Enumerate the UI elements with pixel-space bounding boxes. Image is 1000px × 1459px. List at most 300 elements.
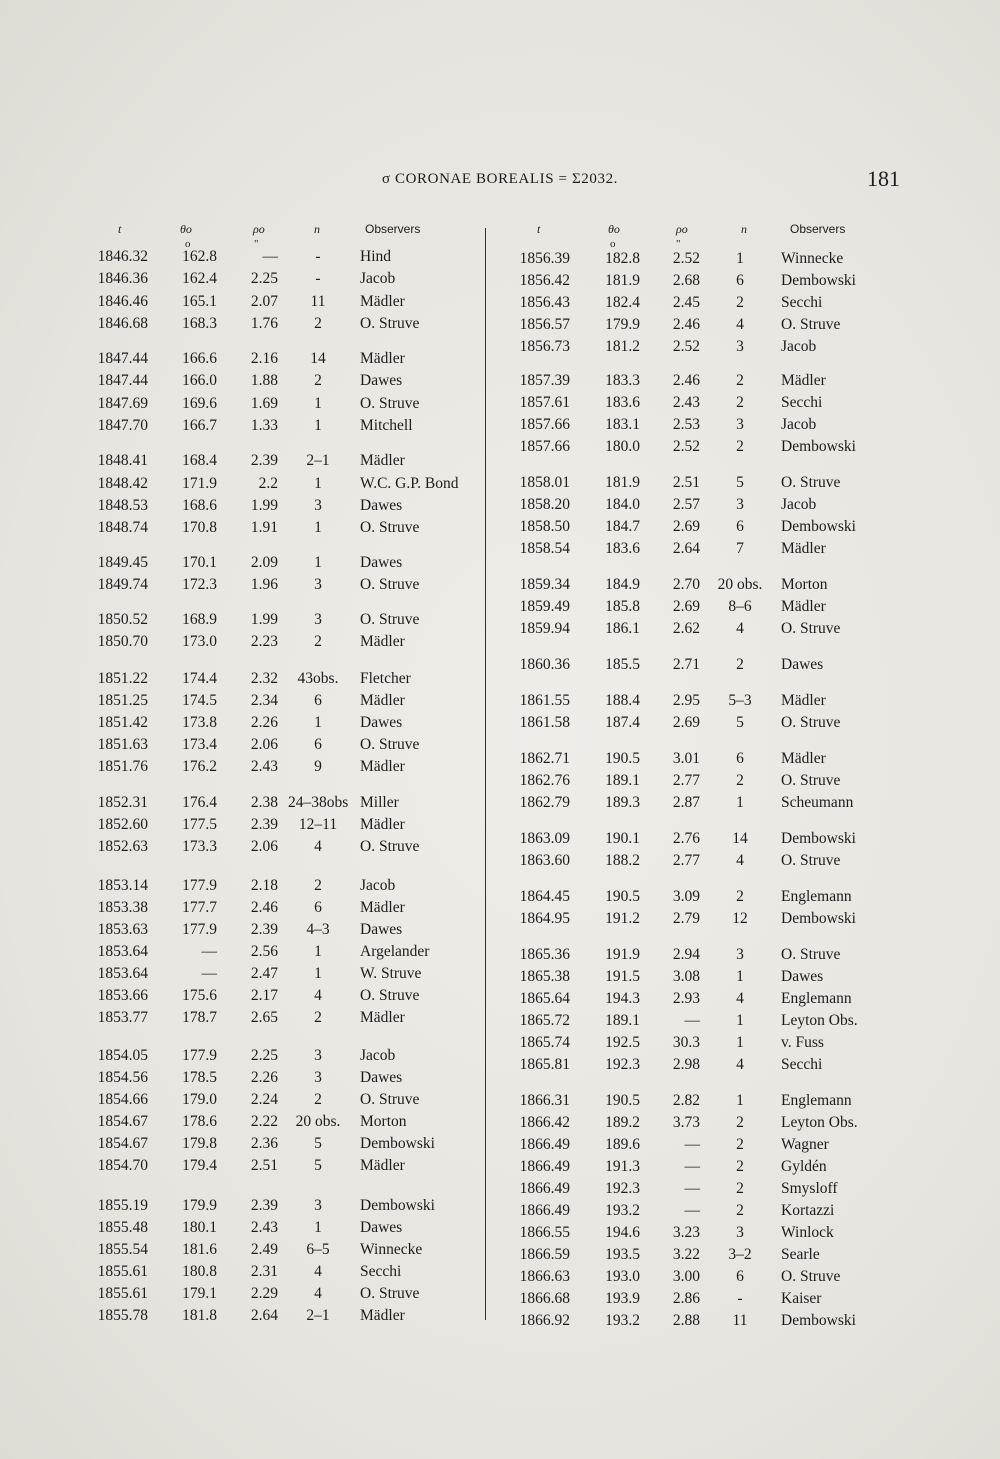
distance-cell: — (262, 248, 278, 265)
epoch-cell: 1863.09 (519, 830, 570, 847)
position-angle-cell: 181.6 (182, 1241, 217, 1258)
nights-cell: 3 (736, 496, 744, 513)
distance-cell: 2.39 (250, 816, 278, 833)
observer-cell: Dawes (781, 968, 824, 985)
position-angle-cell: 176.2 (182, 758, 217, 775)
position-angle-cell: 188.4 (605, 692, 640, 709)
nights-cell: 4 (314, 1263, 322, 1280)
header-observers: Observers (365, 222, 421, 236)
nights-cell: 6 (736, 1268, 744, 1285)
epoch-cell: 1854.70 (97, 1157, 148, 1174)
position-angle-cell: 173.0 (182, 633, 217, 650)
nights-cell: 2 (314, 372, 322, 389)
nights-cell: 3 (314, 1069, 322, 1086)
position-angle-cell: 179.9 (605, 316, 640, 333)
position-angle-cell: 170.8 (182, 519, 217, 536)
nights-cell: 1 (314, 417, 322, 434)
observer-cell: Leyton Obs. (781, 1012, 858, 1029)
observer-cell: O. Struve (781, 714, 841, 731)
nights-cell: 5 (736, 714, 744, 731)
nights-cell: 6 (314, 736, 322, 753)
observer-cell: Fletcher (360, 670, 411, 687)
position-angle-cell: 178.6 (182, 1113, 217, 1130)
observer-cell: Morton (360, 1113, 407, 1130)
nights-cell: 20 obs. (295, 1113, 341, 1130)
observer-cell: Morton (781, 576, 828, 593)
observer-cell: O. Struve (360, 838, 420, 855)
observer-cell: O. Struve (781, 1268, 841, 1285)
position-angle-cell: 192.3 (605, 1180, 640, 1197)
distance-cell: 2.06 (250, 736, 278, 753)
observer-cell: O. Struve (360, 987, 420, 1004)
epoch-cell: 1866.49 (519, 1180, 570, 1197)
page-number: 181 (867, 166, 900, 191)
position-angle-cell: 190.5 (605, 1092, 640, 1109)
nights-cell: 6 (736, 750, 744, 767)
epoch-cell: 1846.46 (97, 293, 148, 310)
position-angle-cell: 189.6 (605, 1136, 640, 1153)
observer-cell: Dembowski (360, 1197, 435, 1214)
observer-cell: Mädler (360, 452, 405, 469)
distance-cell: 2.76 (672, 830, 700, 847)
nights-cell: 4 (736, 852, 744, 869)
position-angle-cell: 184.0 (605, 496, 640, 513)
position-angle-cell: 162.8 (182, 248, 217, 265)
observer-cell: O. Struve (360, 1091, 420, 1108)
nights-cell: 3 (736, 1224, 744, 1241)
nights-cell: 5–3 (728, 692, 752, 709)
position-angle-cell: 193.0 (605, 1268, 640, 1285)
distance-cell: 2.38 (250, 794, 278, 811)
nights-cell: 8–6 (728, 598, 752, 615)
nights-cell: 3 (314, 497, 322, 514)
header-n: n (741, 222, 747, 236)
nights-cell: 2 (736, 772, 744, 789)
distance-cell: 2.98 (672, 1056, 700, 1073)
nights-cell: 11 (310, 293, 326, 310)
position-angle-cell: 173.3 (182, 838, 217, 855)
nights-cell: 2 (736, 394, 744, 411)
epoch-cell: 1856.73 (519, 338, 570, 355)
epoch-cell: 1847.70 (97, 417, 148, 434)
epoch-cell: 1863.60 (519, 852, 570, 869)
observer-cell: Winnecke (360, 1241, 423, 1258)
distance-cell: 2.64 (250, 1307, 278, 1324)
observer-cell: Mädler (360, 350, 405, 367)
observer-cell: Mädler (360, 758, 405, 775)
distance-cell: 2.07 (250, 293, 278, 310)
observer-cell: O. Struve (781, 946, 841, 963)
position-angle-cell: 179.8 (182, 1135, 217, 1152)
nights-cell: 2 (736, 372, 744, 389)
position-angle-cell: 170.1 (182, 554, 217, 571)
rho-unit: " (676, 238, 681, 250)
epoch-cell: 1865.74 (519, 1034, 570, 1051)
nights-cell: 11 (732, 1312, 748, 1329)
position-angle-cell: 194.3 (605, 990, 640, 1007)
nights-cell: 2 (736, 1202, 744, 1219)
epoch-cell: 1862.79 (519, 794, 570, 811)
position-angle-cell: 182.8 (605, 250, 640, 267)
nights-cell: 12 (732, 910, 748, 927)
nights-cell: 4 (314, 838, 322, 855)
nights-cell: 2 (314, 1009, 322, 1026)
nights-cell: 2 (314, 315, 322, 332)
nights-cell: 3–2 (728, 1246, 752, 1263)
position-angle-cell: 184.9 (605, 576, 640, 593)
distance-cell: 2.52 (672, 438, 700, 455)
position-angle-cell: 193.2 (605, 1312, 640, 1329)
epoch-cell: 1853.77 (97, 1009, 148, 1026)
distance-cell: 2.69 (672, 598, 700, 615)
position-angle-cell: 190.5 (605, 888, 640, 905)
observer-cell: Mädler (360, 293, 405, 310)
distance-cell: 2.77 (672, 772, 700, 789)
position-angle-cell: 166.6 (182, 350, 217, 367)
observer-cell: O. Struve (360, 1285, 420, 1302)
nights-cell: 14 (310, 350, 326, 367)
header-rho: ρo (676, 222, 688, 236)
distance-cell: 2.71 (672, 656, 700, 673)
page-title: σ CORONAE BOREALIS = Σ2032. (381, 171, 619, 187)
epoch-cell: 1858.20 (519, 496, 570, 513)
distance-cell: — (684, 1136, 700, 1153)
observer-cell: W.C. G.P. Bond (360, 475, 459, 492)
nights-cell: 1 (736, 968, 744, 985)
observer-cell: Kortazzi (781, 1202, 835, 1219)
epoch-cell: 1849.74 (97, 576, 148, 593)
distance-cell: 1.33 (250, 417, 278, 434)
position-angle-cell: 173.4 (182, 736, 217, 753)
epoch-cell: 1852.60 (97, 816, 148, 833)
epoch-cell: 1855.54 (97, 1241, 148, 1258)
distance-cell: 2.51 (672, 474, 700, 491)
nights-cell: 3 (736, 338, 744, 355)
observer-cell: Dembowski (360, 1135, 435, 1152)
epoch-cell: 1866.49 (519, 1158, 570, 1175)
distance-cell: 2.34 (250, 692, 278, 709)
observer-cell: O. Struve (781, 620, 841, 637)
epoch-cell: 1848.42 (97, 475, 148, 492)
nights-cell: 3 (314, 1047, 322, 1064)
distance-cell: 2.25 (250, 270, 278, 287)
distance-cell: — (684, 1202, 700, 1219)
position-angle-cell: 174.5 (182, 692, 217, 709)
nights-cell: 1 (314, 714, 322, 731)
position-angle-cell: 178.5 (182, 1069, 217, 1086)
epoch-cell: 1849.45 (97, 554, 148, 571)
nights-cell: 5 (314, 1157, 322, 1174)
epoch-cell: 1857.61 (519, 394, 570, 411)
nights-cell: 2 (736, 1158, 744, 1175)
nights-cell: 43obs. (297, 670, 339, 687)
position-angle-cell: 193.9 (605, 1290, 640, 1307)
epoch-cell: 1859.34 (519, 576, 570, 593)
header-n: n (314, 222, 320, 236)
distance-cell: 2.51 (250, 1157, 278, 1174)
position-angle-cell: 181.9 (605, 474, 640, 491)
distance-cell: 2.23 (250, 633, 278, 650)
position-angle-cell: 166.0 (182, 372, 217, 389)
nights-cell: 1 (314, 395, 322, 412)
position-angle-cell: 190.1 (605, 830, 640, 847)
position-angle-cell: 189.2 (605, 1114, 640, 1131)
epoch-cell: 1847.69 (97, 395, 148, 412)
epoch-cell: 1866.49 (519, 1202, 570, 1219)
observer-cell: O. Struve (781, 852, 841, 869)
distance-cell: 2.17 (250, 987, 278, 1004)
observer-cell: Jacob (360, 877, 396, 894)
nights-cell: 2 (736, 294, 744, 311)
position-angle-cell: 187.4 (605, 714, 640, 731)
epoch-cell: 1862.71 (519, 750, 570, 767)
observer-cell: Dawes (360, 714, 403, 731)
observer-cell: Dawes (360, 1219, 403, 1236)
epoch-cell: 1862.76 (519, 772, 570, 789)
epoch-cell: 1865.81 (519, 1056, 570, 1073)
distance-cell: 2.69 (672, 714, 700, 731)
distance-cell: 1.96 (250, 576, 278, 593)
distance-cell: 2.77 (672, 852, 700, 869)
distance-cell: 2.43 (250, 758, 278, 775)
distance-cell: 2.22 (250, 1113, 278, 1130)
epoch-cell: 1865.38 (519, 968, 570, 985)
distance-cell: 2.79 (672, 910, 700, 927)
distance-cell: 2.39 (250, 1197, 278, 1214)
nights-cell: 6 (736, 272, 744, 289)
nights-cell: 24–38obs (288, 794, 349, 811)
epoch-cell: 1855.61 (97, 1285, 148, 1302)
epoch-cell: 1854.66 (97, 1091, 148, 1108)
nights-cell: 4 (736, 316, 744, 333)
position-angle-cell: 179.1 (182, 1285, 217, 1302)
epoch-cell: 1854.67 (97, 1135, 148, 1152)
distance-cell: 2.45 (672, 294, 700, 311)
observer-cell: Dawes (360, 921, 403, 938)
position-angle-cell: 168.3 (182, 315, 217, 332)
nights-cell: 2 (736, 1136, 744, 1153)
nights-cell: 9 (314, 758, 322, 775)
epoch-cell: 1853.14 (97, 877, 148, 894)
epoch-cell: 1855.61 (97, 1263, 148, 1280)
position-angle-cell: 183.6 (605, 394, 640, 411)
position-angle-cell: 171.9 (182, 475, 217, 492)
distance-cell: 2.46 (250, 899, 278, 916)
observer-cell: Kaiser (781, 1290, 822, 1307)
distance-cell: — (684, 1012, 700, 1029)
observer-cell: Mädler (360, 692, 405, 709)
epoch-cell: 1851.76 (97, 758, 148, 775)
epoch-cell: 1851.25 (97, 692, 148, 709)
nights-cell: 14 (732, 830, 748, 847)
distance-cell: 2.43 (250, 1219, 278, 1236)
nights-cell: 1 (736, 250, 744, 267)
position-angle-cell: 166.7 (182, 417, 217, 434)
distance-cell: 2.46 (672, 316, 700, 333)
observer-cell: Argelander (360, 943, 430, 960)
distance-cell: 2.31 (250, 1263, 278, 1280)
position-angle-cell: 173.8 (182, 714, 217, 731)
observer-cell: O. Struve (360, 611, 420, 628)
epoch-cell: 1852.63 (97, 838, 148, 855)
observer-cell: Secchi (360, 1263, 402, 1280)
epoch-cell: 1866.42 (519, 1114, 570, 1131)
distance-cell: 2.29 (250, 1285, 278, 1302)
epoch-cell: 1856.42 (519, 272, 570, 289)
epoch-cell: 1848.74 (97, 519, 148, 536)
position-angle-cell: 191.2 (605, 910, 640, 927)
observer-cell: Secchi (781, 1056, 823, 1073)
observer-cell: Dembowski (781, 438, 856, 455)
distance-cell: 1.69 (250, 395, 278, 412)
header-rho: ρo (253, 222, 265, 236)
position-angle-cell: 183.6 (605, 540, 640, 557)
distance-cell: 1.99 (250, 611, 278, 628)
distance-cell: 3.22 (672, 1246, 700, 1263)
position-angle-cell: 179.9 (182, 1197, 217, 1214)
position-angle-cell: 189.3 (605, 794, 640, 811)
observer-cell: Leyton Obs. (781, 1114, 858, 1131)
distance-cell: 1.99 (250, 497, 278, 514)
epoch-cell: 1854.05 (97, 1047, 148, 1064)
epoch-cell: 1853.64 (97, 965, 148, 982)
distance-cell: 2.43 (672, 394, 700, 411)
distance-cell: 3.01 (672, 750, 700, 767)
distance-cell: 2.82 (672, 1092, 700, 1109)
observer-cell: Mädler (781, 692, 826, 709)
nights-cell: 2 (736, 1114, 744, 1131)
distance-cell: 2.53 (672, 416, 700, 433)
position-angle-cell: 185.8 (605, 598, 640, 615)
observer-cell: Dawes (360, 1069, 403, 1086)
observer-cell: Dawes (360, 372, 403, 389)
header-theta: θo (608, 222, 620, 236)
distance-cell: 2.16 (250, 350, 278, 367)
distance-cell: 2.70 (672, 576, 700, 593)
epoch-cell: 1850.70 (97, 633, 148, 650)
epoch-cell: 1859.49 (519, 598, 570, 615)
nights-cell: 1 (314, 475, 322, 492)
header-theta: θo (180, 222, 192, 236)
observer-cell: O. Struve (781, 474, 841, 491)
distance-cell: 2.18 (250, 877, 278, 894)
nights-cell: 3 (736, 416, 744, 433)
position-angle-cell: — (201, 943, 217, 960)
observer-cell: Jacob (781, 416, 817, 433)
nights-cell: 6 (314, 899, 322, 916)
distance-cell: 2.06 (250, 838, 278, 855)
nights-cell: 2 (314, 877, 322, 894)
epoch-cell: 1858.50 (519, 518, 570, 535)
position-angle-cell: 175.6 (182, 987, 217, 1004)
nights-cell: 1 (314, 1219, 322, 1236)
epoch-cell: 1864.45 (519, 888, 570, 905)
observer-cell: O. Struve (781, 772, 841, 789)
observer-cell: Gyldén (781, 1158, 827, 1175)
epoch-cell: 1866.92 (519, 1312, 570, 1329)
nights-cell: - (737, 1290, 743, 1307)
nights-cell: 6 (314, 692, 322, 709)
nights-cell: 2 (736, 656, 744, 673)
header-observers: Observers (790, 222, 846, 236)
epoch-cell: 1854.67 (97, 1113, 148, 1130)
observer-cell: Dembowski (781, 1312, 856, 1329)
nights-cell: 4 (736, 990, 744, 1007)
distance-cell: 2.39 (250, 921, 278, 938)
nights-cell: 2 (314, 1091, 322, 1108)
distance-cell: 3.00 (672, 1268, 700, 1285)
observer-cell: Mädler (360, 899, 405, 916)
nights-cell: 1 (314, 519, 322, 536)
nights-cell: 1 (314, 943, 322, 960)
epoch-cell: 1866.49 (519, 1136, 570, 1153)
nights-cell: 12–11 (298, 816, 338, 833)
epoch-cell: 1850.52 (97, 611, 148, 628)
position-angle-cell: 178.7 (182, 1009, 217, 1026)
nights-cell: 4 (314, 987, 322, 1004)
position-angle-cell: 191.3 (605, 1158, 640, 1175)
observer-cell: Dembowski (781, 518, 856, 535)
nights-cell: 4–3 (306, 921, 330, 938)
observer-cell: Miller (360, 794, 399, 811)
distance-cell: 2.95 (672, 692, 700, 709)
distance-cell: 3.73 (672, 1114, 700, 1131)
observer-cell: Dawes (360, 554, 403, 571)
position-angle-cell: 162.4 (182, 270, 217, 287)
distance-cell: 2.69 (672, 518, 700, 535)
nights-cell: 6 (736, 518, 744, 535)
position-angle-cell: 180.0 (605, 438, 640, 455)
observer-cell: Mädler (360, 1157, 405, 1174)
epoch-cell: 1846.32 (97, 248, 148, 265)
nights-cell: 1 (736, 1034, 744, 1051)
position-angle-cell: 172.3 (182, 576, 217, 593)
observer-cell: Mädler (781, 750, 826, 767)
epoch-cell: 1856.43 (519, 294, 570, 311)
epoch-cell: 1854.56 (97, 1069, 148, 1086)
observer-cell: Mädler (781, 372, 826, 389)
nights-cell: 4 (736, 1056, 744, 1073)
distance-cell: 2.24 (250, 1091, 278, 1108)
observer-cell: O. Struve (781, 316, 841, 333)
position-angle-cell: 168.9 (182, 611, 217, 628)
epoch-cell: 1857.66 (519, 438, 570, 455)
position-angle-cell: 181.2 (605, 338, 640, 355)
observer-cell: Hind (360, 248, 391, 265)
observer-cell: Englemann (781, 1092, 852, 1109)
distance-cell: 2.2 (258, 475, 278, 492)
observer-cell: O. Struve (360, 736, 420, 753)
epoch-cell: 1866.31 (519, 1092, 570, 1109)
epoch-cell: 1853.64 (97, 943, 148, 960)
distance-cell: 2.94 (672, 946, 700, 963)
position-angle-cell: 183.1 (605, 416, 640, 433)
observer-cell: Mädler (781, 598, 826, 615)
distance-cell: 2.68 (672, 272, 700, 289)
observer-cell: Dembowski (781, 272, 856, 289)
distance-cell: 2.52 (672, 338, 700, 355)
epoch-cell: 1853.38 (97, 899, 148, 916)
epoch-cell: 1866.55 (519, 1224, 570, 1241)
nights-cell: 2 (736, 1180, 744, 1197)
distance-cell: 2.26 (250, 1069, 278, 1086)
nights-cell: 1 (736, 1092, 744, 1109)
epoch-cell: 1855.78 (97, 1307, 148, 1324)
distance-cell: 1.76 (250, 315, 278, 332)
observer-cell: Dawes (360, 497, 403, 514)
epoch-cell: 1847.44 (97, 350, 148, 367)
epoch-cell: 1852.31 (97, 794, 148, 811)
